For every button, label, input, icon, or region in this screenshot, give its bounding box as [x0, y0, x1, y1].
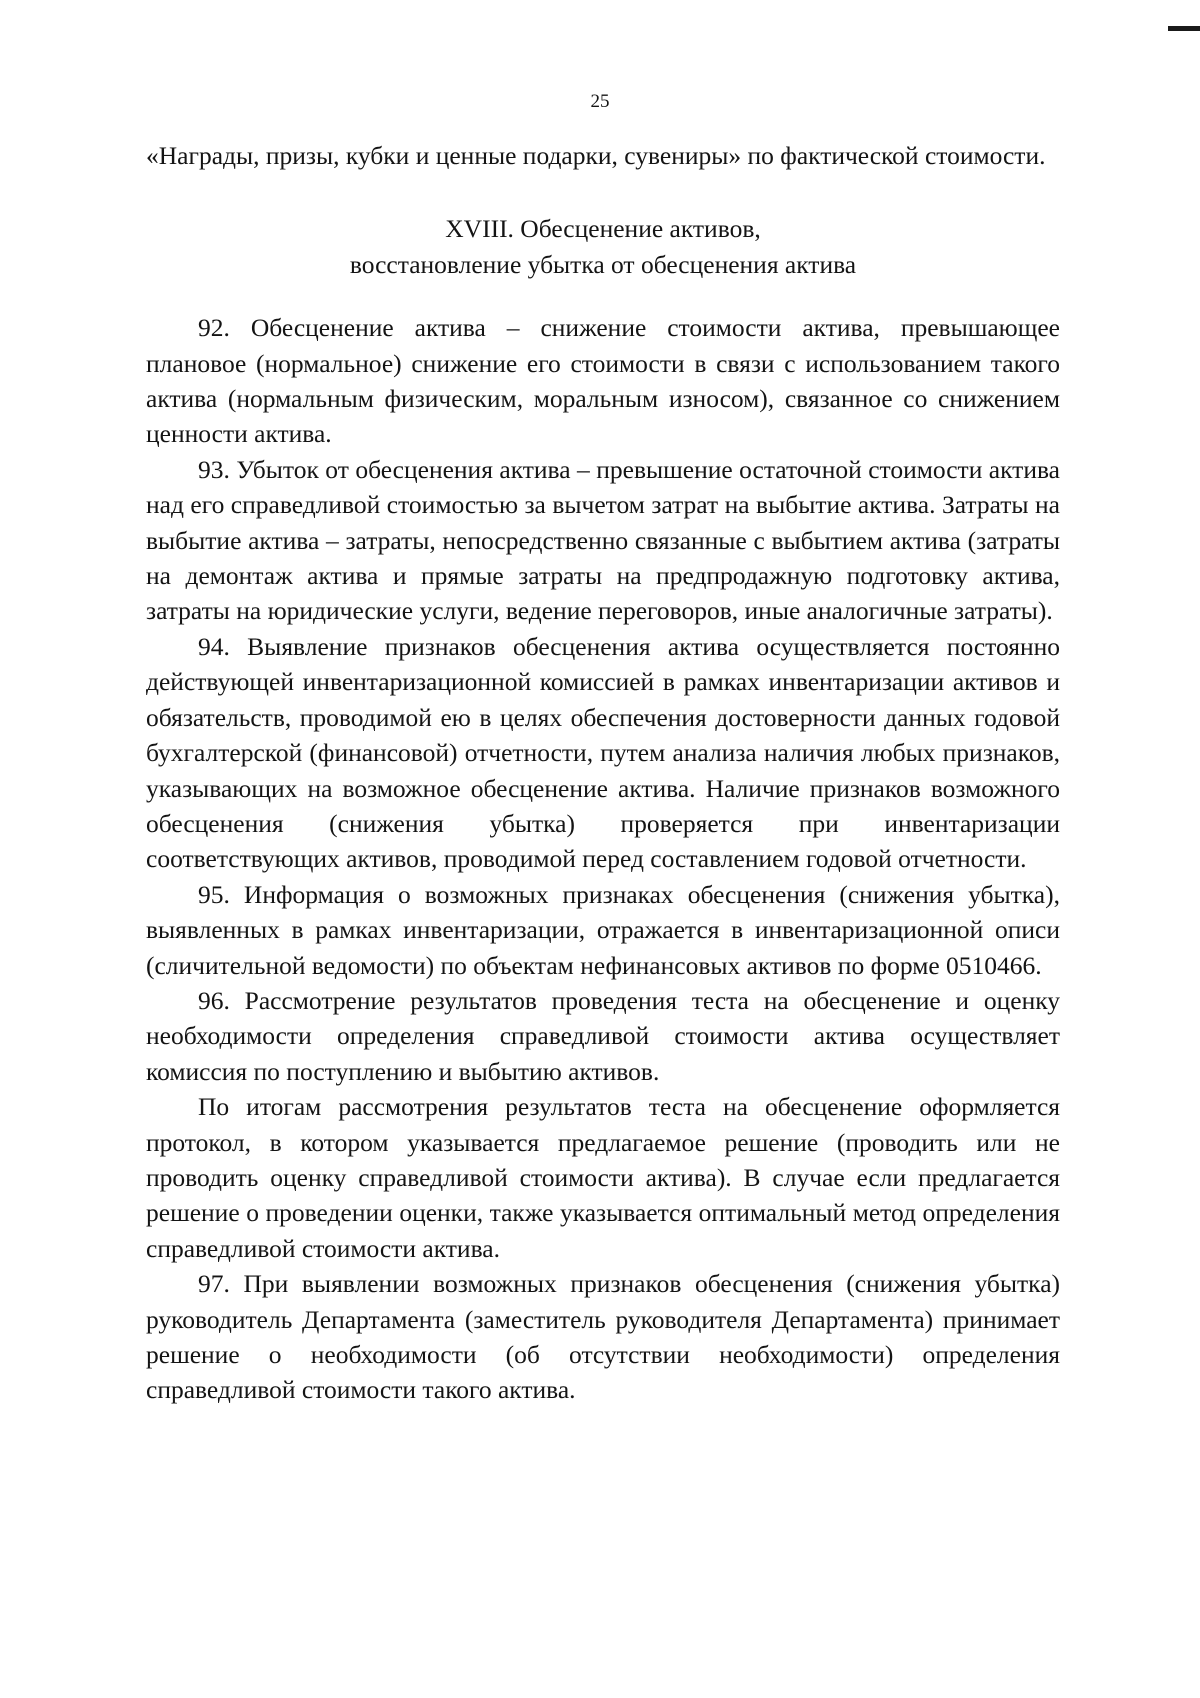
- paragraph-97: 97. При выявлении возможных признаков обесценения (снижения убытка) руководитель Департамента (заместитель руководителя Департамента) принимает решение о необходимости (об отсутствии необходимости) определения справедливой стоимости такого актива.: [146, 1269, 1060, 1405]
- paragraph-92: 92. Обесценение актива – снижение стоимости актива, превышающее плановое (нормальное) снижение его стоимости в связи с использованием такого актива (нормальным физическим, моральным износом), связанное со снижением ценности актива.: [146, 313, 1060, 449]
- intro-paragraph: «Награды, призы, кубки и ценные подарки, сувениры» по фактической стоимости.: [146, 141, 1046, 170]
- document-body: [146, 138, 1060, 1408]
- paragraph-96: 96. Рассмотрение результатов проведения теста на обесценение и оценку необходимости определения справедливой стоимости актива осуществляет комиссия по поступлению и выбытию активов.: [146, 985, 1060, 1086]
- paragraph-93: 93. Убыток от обесценения актива – превышение остаточной стоимости актива над его справедливой стоимостью за вычетом затрат на выбытие актива. Затраты на выбытие актива – затраты, непосредственно связанные с выбытием актива (затраты на демонтаж актива и прямые затраты на предпродажную подготовку актива, затраты на юридические услуги, ведение переговоров, иные аналогичные затраты).: [146, 454, 1060, 626]
- section-heading: [146, 211, 1060, 282]
- section-heading-line-2: восстановление убытка от обесценения актива: [349, 249, 857, 279]
- paragraph-96-continuation: По итогам рассмотрения результатов теста на обесценение оформляется протокол, в котором указывается предлагаемое решение (проводить или не проводить оценку справедливой стоимости актива). В случае если предлагается решение о проведении оценки, также указывается оптимальный метод определения справедливой стоимости актива.: [146, 1092, 1060, 1263]
- page-number: 25: [590, 91, 610, 112]
- paragraph-95: 95. Информация о возможных признаках обесценения (снижения убытка), выявленных в рамках инвентаризации, отражается в инвентаризационной описи (сличительной ведомости) по объектам нефинансовых активов по форме 0510466.: [146, 879, 1060, 980]
- scan-corner-mark: [1168, 26, 1200, 31]
- section-heading-line-1: XVIII. Обесценение активов,: [445, 214, 761, 244]
- paragraph-94: 94. Выявление признаков обесценения актива осуществляется постоянно действующей инвентаризационной комиссией в рамках инвентаризации активов и обязательств, проводимой ею в целях обеспечения достоверности данных годовой бухгалтерской (финансовой) отчетности, путем анализа наличия любых признаков, указывающих на возможное обесценение актива. Наличие признаков возможного обесценения (снижения убытка) проверяется при инвентаризации соответствующих активов, проводимой перед составлением годовой отчетности.: [146, 631, 1060, 874]
